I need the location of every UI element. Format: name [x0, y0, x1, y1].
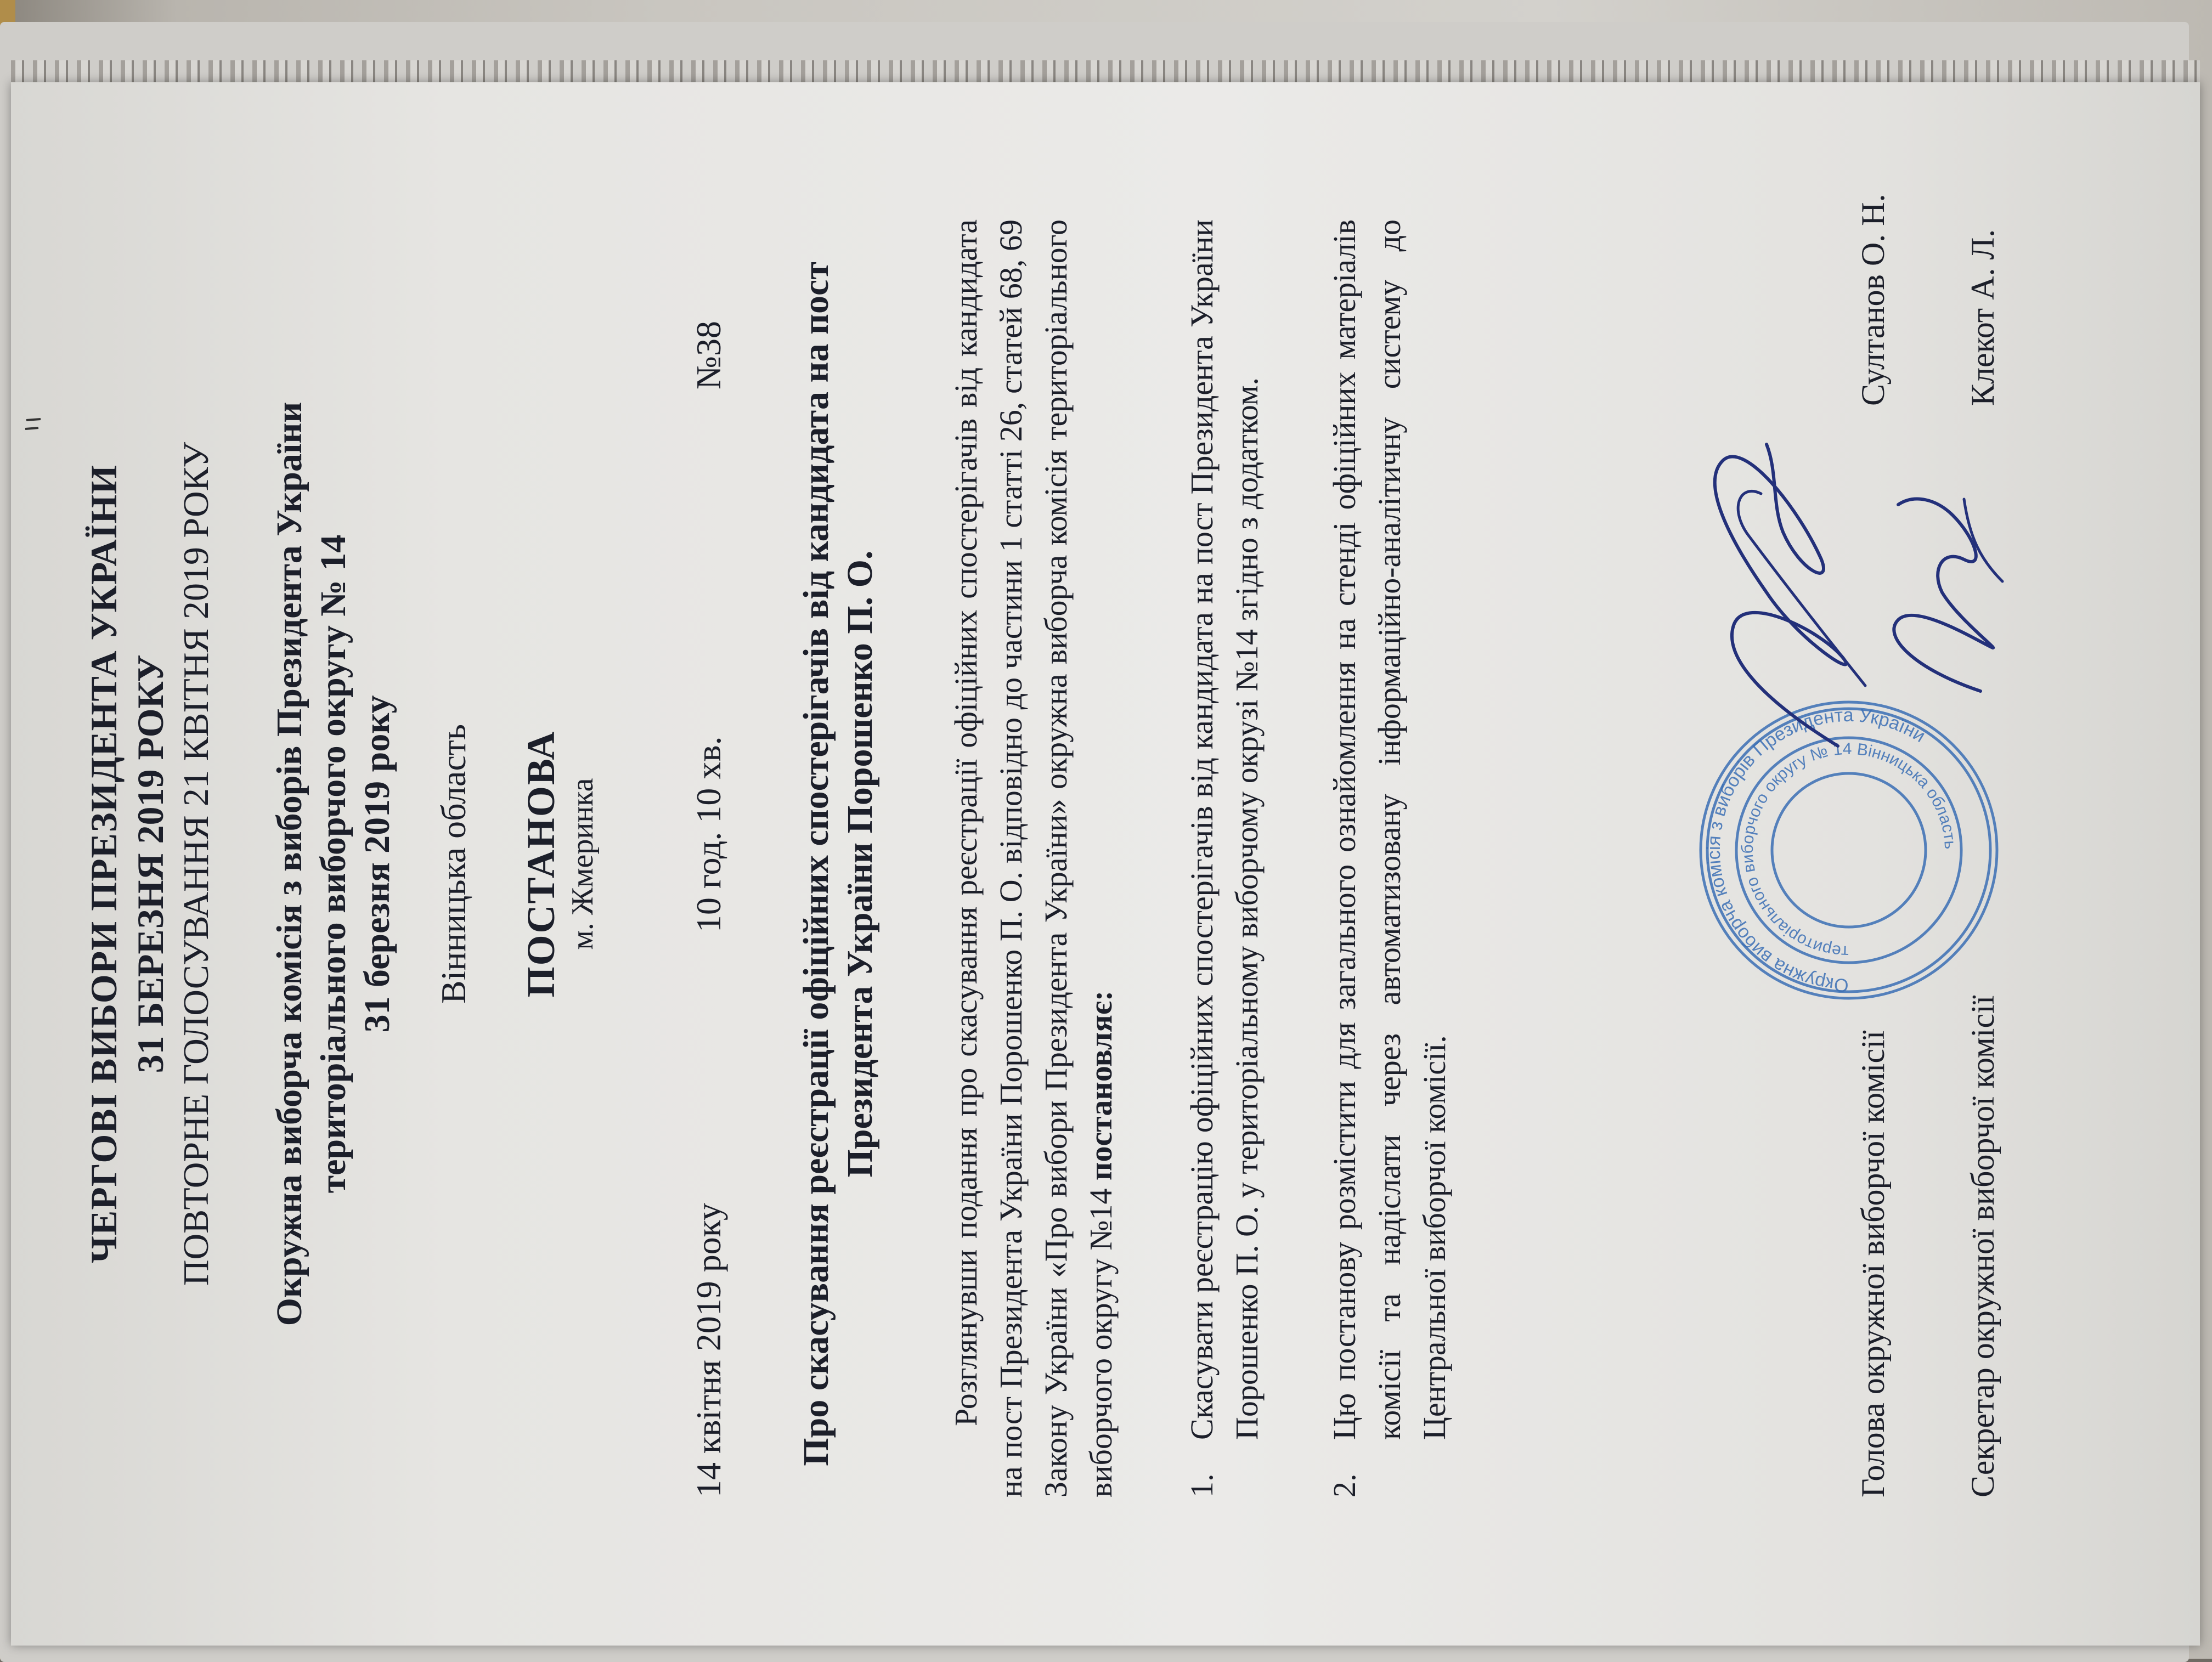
item-text: Цю постанову розмістити для загального ознайомлення на стенді офіційних матеріалів комісії та надіслати через автоматизовану інформаційно-аналітичну систему до Центральної виборчої комісії.	[1327, 219, 1452, 1440]
svg-text:територіального виборчого окру: територіального виборчого округу № 14 Вінницька область	[1738, 739, 1960, 961]
resolution-date: 14 квітня 2019 року	[689, 1203, 728, 1497]
secretary-signature	[1849, 483, 2030, 713]
list-item	[1180, 219, 1269, 1497]
commission-date: 31 березня 2019 року	[357, 695, 397, 1033]
secretary-label: Секретар окружної виборчої комісії	[1965, 995, 2001, 1497]
subject-line-1: Про скасування реєстрації офіційних спостерігачів від кандидата на пост	[796, 262, 836, 1466]
region: Вінницька область	[434, 723, 473, 1004]
commission-name: Окружна виборча комісія з виборів Президента України	[269, 402, 309, 1326]
resolution-time: 10 год. 10 хв.	[689, 736, 728, 932]
city: м. Жмеринка	[566, 778, 600, 950]
intro-paragraph	[944, 219, 1124, 1497]
chair-label: Голова окружної виборчої комісії	[1855, 1030, 1891, 1497]
election-date: 31 БЕРЕЗНЯ 2019 РОКУ	[129, 654, 171, 1073]
svg-text:Окружна виборча комісія з вибо: Окружна виборча комісія з виборів Президента України	[1703, 704, 1929, 996]
document-page	[11, 82, 2200, 1646]
item-number: 2.	[1327, 1473, 1362, 1497]
intro-bold: постановляє:	[1083, 990, 1119, 1180]
runoff-line: ПОВТОРНЕ ГОЛОСУВАННЯ 21 КВІТНЯ 2019 РОКУ	[176, 442, 216, 1286]
list-item	[1322, 219, 1457, 1497]
commission-district: територіального виборчого округу № 14	[313, 534, 353, 1194]
chair-name: Султанов О. Н.	[1855, 194, 1891, 406]
item-text: Скасувати реєстрацію офіційних спостерігачів від кандидата на пост Президента України Порошенко П. О. у територіальному виборчому окрузі №14 згідно з додатком.	[1184, 219, 1265, 1440]
subject-line-2: Президента України Порошенко П. О.	[840, 550, 880, 1178]
intro-text: Розглянувши подання про скасування реєстрації офіційних спостерігачів від кандидата на пост Президента України Порошенко П. О. відповідно до частини 1 статті 26, статей 68, 69 Закону України «Про вибори Президента України» окружна виборча комісія територіального виборчого округу №14	[948, 219, 1119, 1497]
pen-mark	[22, 411, 44, 433]
item-number: 1.	[1184, 1473, 1220, 1497]
resolution-number: №38	[689, 320, 728, 389]
election-title: ЧЕРГОВІ ВИБОРИ ПРЕЗИДЕНТА УКРАЇНИ	[83, 464, 125, 1264]
secretary-name: Клекот А. Л.	[1965, 229, 2001, 406]
resolution-title: ПОСТАНОВА	[519, 730, 563, 998]
